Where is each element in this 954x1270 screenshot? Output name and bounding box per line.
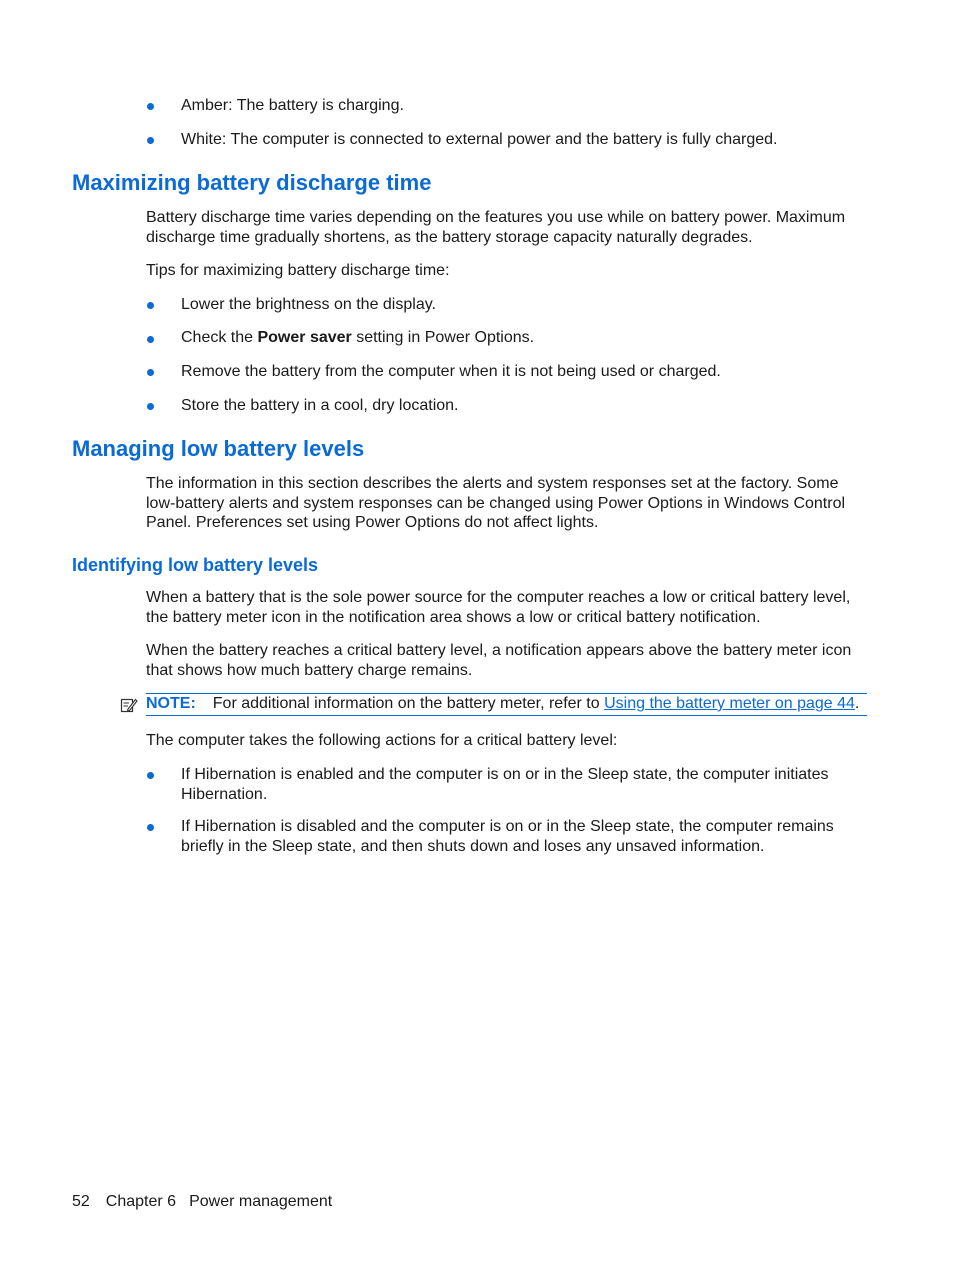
paragraph: Battery discharge time varies depending on the features you use while on battery power. Maximum discharge time gradually shortens, as the battery storage capacity naturally degrades. bbox=[146, 209, 846, 246]
note-end: . bbox=[854, 695, 860, 712]
list-item: Amber: The battery is charging. bbox=[181, 97, 404, 114]
bullet-dot-icon bbox=[147, 772, 154, 779]
paragraph: The computer takes the following actions for a critical battery level: bbox=[146, 732, 618, 749]
section-heading-maximizing: Maximizing battery discharge time bbox=[72, 170, 432, 195]
bullet-dot-icon bbox=[147, 824, 154, 831]
bullet-dot-icon bbox=[147, 403, 154, 410]
paragraph: When a battery that is the sole power source for the computer reaches a low or critical battery level, the battery meter icon in the notification area shows a low or critical battery notification. bbox=[146, 589, 851, 626]
chapter-label: Chapter 6 bbox=[105, 1193, 177, 1210]
list-item: Store the battery in a cool, dry location. bbox=[181, 397, 459, 414]
battery-meter-link[interactable]: Using the battery meter on page 44 bbox=[604, 695, 855, 712]
paragraph: When the battery reaches a critical battery level, a notification appears above the battery meter icon that shows how much battery charge remains. bbox=[146, 642, 852, 679]
bullet-dot-icon bbox=[147, 336, 154, 343]
bullet-dot-icon bbox=[147, 103, 154, 110]
note-pencil-icon bbox=[120, 696, 138, 714]
list-item: If Hibernation is disabled and the computer is on or in the Sleep state, the computer remains briefly in the Sleep state, and then shuts down and loses any unsaved information. bbox=[181, 818, 834, 855]
page-footer bbox=[72, 1193, 348, 1211]
subsection-heading-identifying: Identifying low battery levels bbox=[72, 555, 319, 575]
page-number: 52 bbox=[72, 1193, 90, 1210]
section-heading-managing: Managing low battery levels bbox=[72, 436, 365, 461]
chapter-title: Power management bbox=[189, 1193, 333, 1210]
power-saver-setting-name: Power saver bbox=[257, 329, 352, 346]
list-item: If Hibernation is enabled and the computer is on or in the Sleep state, the computer initiates Hibernation. bbox=[181, 766, 829, 803]
paragraph: The information in this section describes the alerts and system responses set at the factory. Some low-battery alerts and system responses can be changed using Power Options in Windows Control Panel. Preferences set using Power Options do not affect lights. bbox=[146, 475, 846, 531]
list-item: White: The computer is connected to external power and the battery is fully charged. bbox=[181, 131, 778, 148]
list-item: Remove the battery from the computer when it is not being used or charged. bbox=[181, 363, 721, 380]
list-item-text: setting in Power Options. bbox=[351, 329, 535, 346]
list-item bbox=[181, 328, 871, 348]
list-item-text: Check the bbox=[181, 329, 258, 346]
bullet-dot-icon bbox=[147, 369, 154, 376]
note-label: NOTE: bbox=[146, 695, 196, 712]
note bbox=[146, 694, 871, 714]
paragraph: Tips for maximizing battery discharge time: bbox=[146, 262, 450, 279]
list-item: Lower the brightness on the display. bbox=[181, 296, 436, 313]
bullet-dot-icon bbox=[147, 302, 154, 309]
bullet-dot-icon bbox=[147, 137, 154, 144]
note-text: For additional information on the battery meter, refer to bbox=[212, 695, 605, 712]
